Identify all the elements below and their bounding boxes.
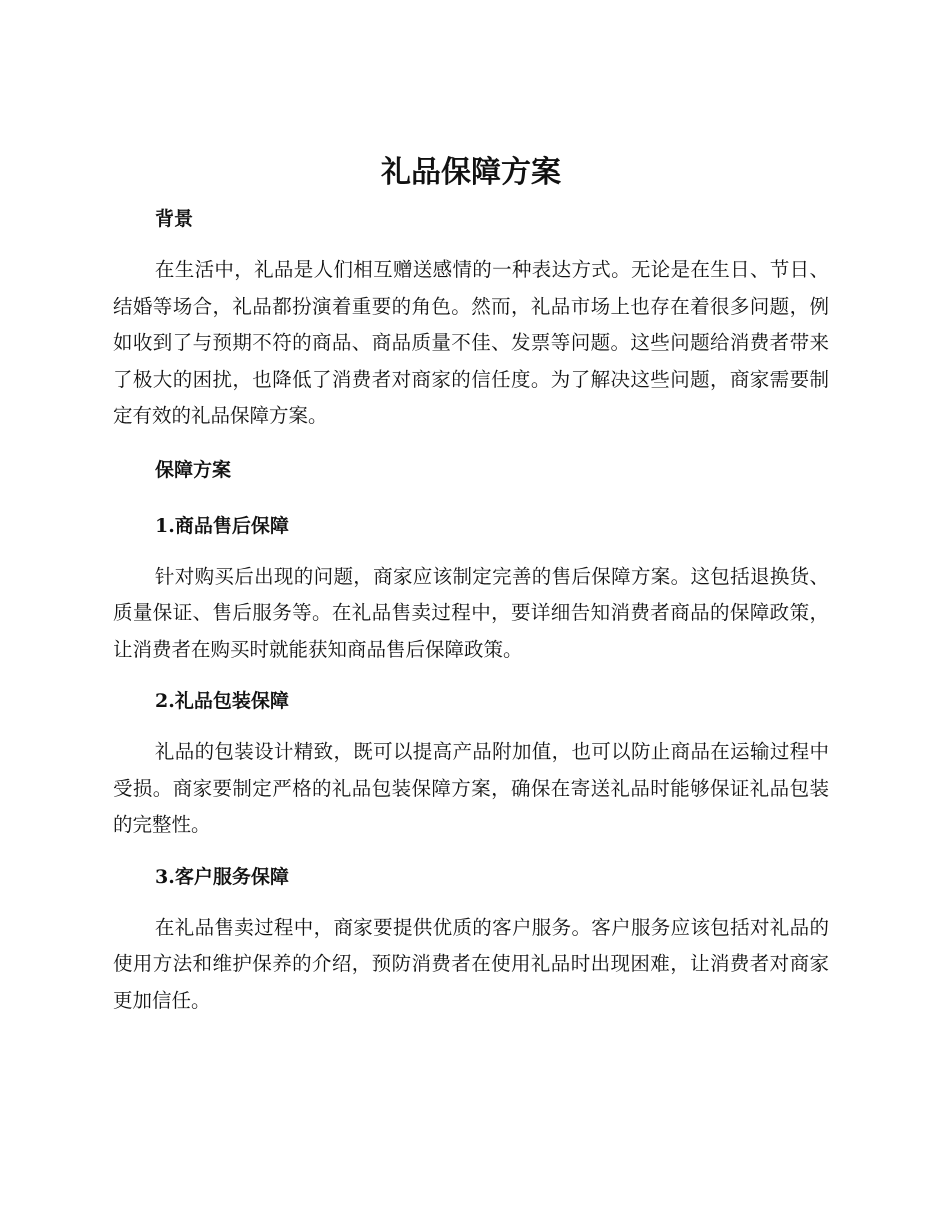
subheading-packaging: 2.礼品包装保障 bbox=[155, 690, 289, 712]
document-page bbox=[113, 150, 829, 1019]
spacer bbox=[113, 549, 829, 559]
subheading-after-sales: 1.商品售后保障 bbox=[155, 514, 289, 537]
spacer bbox=[113, 844, 829, 854]
section-heading-plan: 保障方案 bbox=[155, 458, 232, 481]
paragraph-packaging: 礼品的包装设计精致，既可以提高产品附加值，也可以防止商品在运输过程中受损。商家要制定严格的礼品包装保障方案，确保在寄送礼品时能够保证礼品包装的完整性。 bbox=[113, 740, 829, 836]
spacer bbox=[113, 493, 829, 503]
paragraph-after-sales: 针对购买后出现的问题，商家应该制定完善的售后保障方案。这包括退换货、质量保证、售后服务等。在礼品售卖过程中，要详细告知消费者商品的保障政策，让消费者在购买时就能获知商品售后保障政策。 bbox=[113, 564, 829, 661]
background-paragraph: 在生活中，礼品是人们相互赠送感情的一种表达方式。无论是在生日、节日、结婚等场合，礼品都扮演着重要的角色。然而，礼品市场上也存在着很多问题，例如收到了与预期不符的商品、商品质量不佳、发票等问题。这些问题给消费者带来了极大的困扰，也降低了消费者对商家的信任度。为了解决这些问题，商家需要制定有效的礼品保障方案。 bbox=[113, 258, 829, 427]
section-heading-background: 背景 bbox=[155, 208, 194, 230]
spacer bbox=[113, 242, 829, 252]
spacer bbox=[113, 435, 829, 447]
document-title: 礼品保障方案 bbox=[381, 155, 561, 190]
spacer bbox=[113, 900, 829, 910]
spacer bbox=[113, 724, 829, 734]
paragraph-customer-service: 在礼品售卖过程中，商家要提供优质的客户服务。客户服务应该包括对礼品的使用方法和维护保养的介绍，预防消费者在使用礼品时出现困难，让消费者对商家更加信任。 bbox=[113, 915, 829, 1012]
spacer bbox=[113, 668, 829, 678]
subheading-customer-service: 3.客户服务保障 bbox=[155, 865, 289, 888]
